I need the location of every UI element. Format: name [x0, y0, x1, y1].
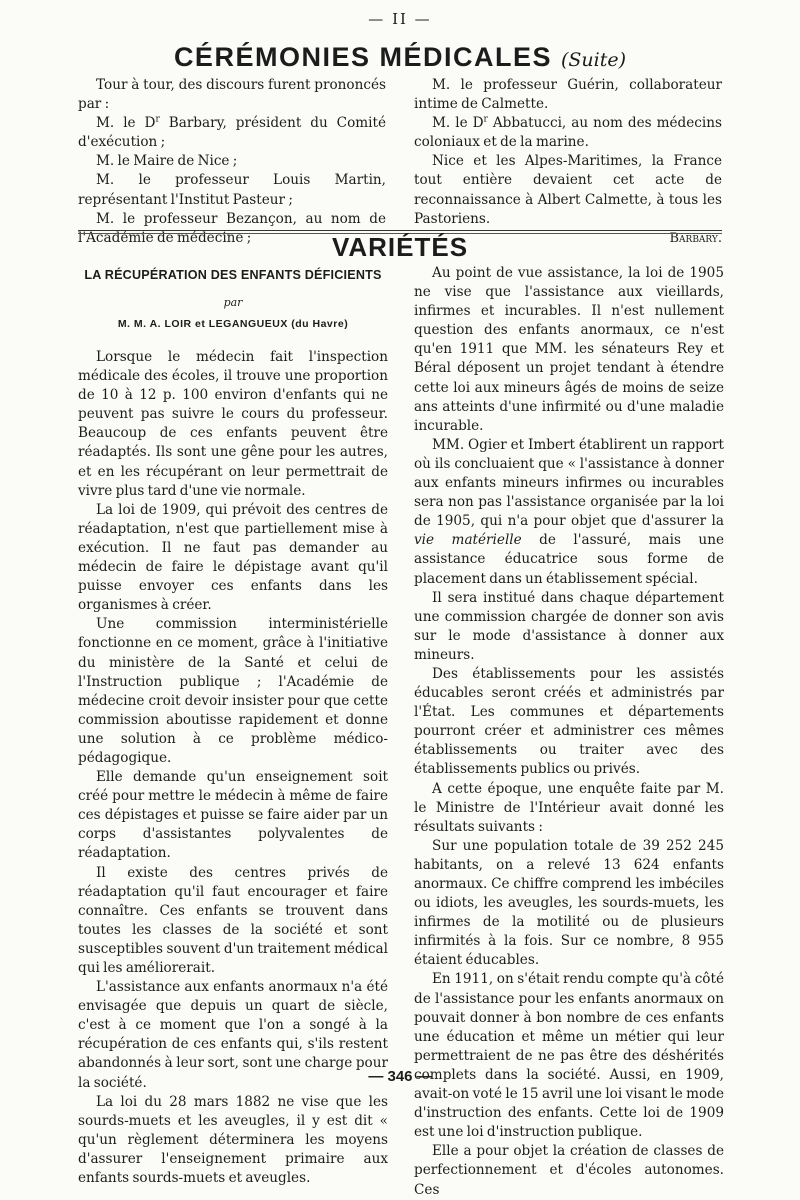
ceremonies-title-text: CÉRÉMONIES MÉDICALES — [173, 42, 552, 72]
ceremonies-left-paragraph: M. le professeur Bezançon, au nom de l'Académie de médecine ; — [78, 210, 386, 246]
ceremonies-right-paragraph: M. le professeur Guérin, collaborateur intime de Calmette. — [414, 77, 722, 113]
article-right-paragraph: Il sera institué dans chaque département une commission chargée de donner son avis sur le mode d'assistance à donner aux mineurs. — [414, 589, 724, 663]
article-right-paragraph: En 1911, on s'était rendu compte qu'à côté de l'assistance pour les enfants anormaux on pouvait donner à bon nombre de ces enfants une éducation et même un métier qui leur permettraient de ne pas être des déshérités complets dans la société. Aussi, en 1909, avait-on voté le 15 avril une loi visant le mode d'instruction des enfants. Cette loi de 1909 est une loi d'instruction publique. — [414, 971, 724, 1141]
article-left-paragraph: La loi de 1909, qui prévoit des centres de réadaptation, n'est que partiellement mise à exécution. Il ne faut pas demander au médecin de faire le dépistage avant qu'il puisse envoyer ces enfants dans les organismes à créer. — [78, 501, 388, 614]
ceremonies-right-paragraph: Nice et les Alpes-Maritimes, la France tout entière devaient cet acte de reconnaissance à Albert Calmette, à tous les Pastoriens. — [414, 153, 722, 227]
ceremonies-left-paragraph: M. le Maire de Nice ; — [96, 153, 238, 170]
ceremonies-title — [0, 42, 800, 73]
ceremonies-left-paragraph: M. le $D^r$ Barbary, président du Comité d'exécution ; — [78, 114, 386, 151]
byline-par: par — [223, 296, 243, 309]
article-title: LA RÉCUPÉRATION DES ENFANTS DÉFICIENTS — [84, 268, 382, 282]
section-divider — [78, 230, 722, 231]
article-right-paragraph: Sur une population totale de 39 252 245 habitants, on a relevé 13 624 enfants anormaux. Ce chiffre comprend les imbéciles ou idiots, les aveugles, les sourds-muets, les infirmes de la motilité ou de plusieurs infirmités à la fois. Sur ce nombre, 8 955 étaient éducables. — [414, 837, 724, 969]
article-right-paragraph: A cette époque, une enquête faite par M. le Ministre de l'Intérieur avait donné les résultats suivants : — [414, 780, 724, 835]
article-right-column — [414, 264, 724, 1200]
article-left-paragraph: Elle demande qu'un enseignement soit créé pour mettre le médecin à même de faire ces dépistages et puisse se faire aider par un corps d'assistantes polyvalentes de réadaptation. — [78, 769, 388, 862]
ceremonies-left-paragraph: Tour à tour, des discours furent prononcés par : — [78, 77, 386, 113]
article-right-paragraph: MM. Ogier et Imbert établirent un rapport où ils concluaient que « l'assistance à donner aux enfants mineurs infirmes ou incurables sera non pas l'assistance organisée par la loi de 1905, qui n'a pour objet que d'assurer la vie matérielle de l'assuré, mais une assistance éducatrice sous forme de placement dans un établissement spécial. — [414, 436, 724, 587]
article-right-paragraph: Au point de vue assistance, la loi de 1905 ne vise que l'assistance aux vieillards, infirmes et incurables. Il n'est nullement question des enfants anormaux, ce n'est qu'en 1911 que MM. les sénateurs Rey et Béral déposent un projet tendant à étendre cette loi aux mineurs âgés de moins de seize ans atteints d'une infirmité ou d'une maladie incurable. — [414, 265, 724, 434]
article-left-paragraph: L'assistance aux enfants anormaux n'a été envisagée que depuis un quart de siècle, c'est à ce moment que l'on a songé à la récupération de ces enfants qui, s'ils restent abandonnés à leur sort, sont une charge pour la société. — [78, 979, 388, 1091]
ceremonies-title-suffix: (Suite) — [561, 49, 627, 71]
article-left-column — [78, 348, 388, 1188]
article-left-paragraph: La loi du 28 mars 1882 ne vise que les sourds-muets et les aveugles, il y est dit « qu'un règlement déterminera les moyens d'assurer l'enseignement primaire aux enfants sourds-muets et aveugles. — [78, 1093, 388, 1187]
ceremonies-right-column — [414, 76, 722, 248]
article-left-paragraph: Une commission interministérielle fonctionne en ce moment, grâce à l'initiative du ministère de la Santé et celui de l'Instruction publique ; l'Académie de médecine croit devoir insister pour que cette commission aboutisse rapidement et donne une solution à ce problème médico-pédagogique. — [78, 616, 388, 766]
ceremonies-left-paragraph: M. le professeur Louis Martin, représentant l'Institut Pasteur ; — [78, 172, 386, 208]
article-right-paragraph: Elle a pour objet la création de classes de perfectionnement et d'écoles autonomes. Ces — [414, 1143, 724, 1198]
article-right-paragraph: Des établissements pour les assistés éducables seront créés et administrés par l'État. Les communes et départements pourront créer et administrer ces mêmes établissements ou traiter avec des établissements publics ou privés. — [414, 665, 724, 778]
section-title: VARIÉTÉS — [331, 232, 469, 262]
ceremonies-signature: Barbary. — [669, 230, 722, 246]
page-number: — 346 — — [368, 1068, 432, 1085]
ceremonies-right-paragraph: M. le $D^r$ Abbatucci, au nom des médecins coloniaux et de la marine. — [414, 114, 722, 151]
ceremonies-left-column — [78, 76, 386, 248]
article-left-paragraph: Lorsque le médecin fait l'inspection médicale des écoles, il trouve une proportion de 10 à 12 p. 100 environ d'enfants qui ne peuvent pas suivre le cours du professeur. Beaucoup de ces enfants peuvent être réadaptés. Ils sont une gêne pour les autres, et en les récupérant on leur permettrait de vivre plus tard d'une vie normale. — [78, 349, 388, 499]
top-page-number: — II — — [368, 10, 432, 28]
article-authors: M. M. A. LOIR et LEGANGUEUX (du Havre) — [117, 318, 349, 330]
article-left-paragraph: Il existe des centres privés de réadaptation qu'il faut encourager et faire connaître. Ces enfants se trouvent dans toutes les classes de la société et sont susceptibles souvent d'un traitement médical qui les améliorerait. — [78, 864, 388, 976]
